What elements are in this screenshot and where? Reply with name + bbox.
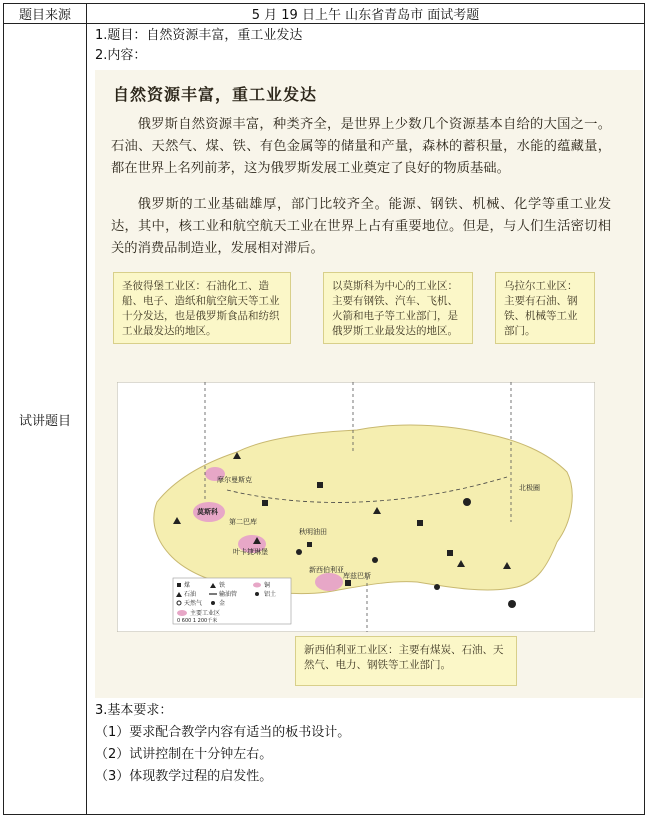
map-label-stpetersburg: 摩尔曼斯克: [217, 476, 252, 484]
legend-gas: 天然气: [184, 600, 203, 607]
header-row: [4, 4, 645, 24]
legend-coal: 煤: [184, 582, 191, 589]
legend-scale: 0 600 1 200千米: [177, 618, 218, 624]
requirement-1: （1）要求配合教学内容有适当的板书设计。: [95, 725, 351, 740]
source-value: 5 月 19 日上午 山东省青岛市 面试考题: [87, 4, 645, 24]
content-cell: [87, 24, 645, 815]
legend-gold: 金: [219, 600, 226, 607]
map-label-moscow: 莫斯科: [197, 508, 218, 516]
map-label-arctic: 北极圈: [519, 484, 540, 492]
callout-ural: 乌拉尔工业区：主要有石油、钢铁、机械等工业部门。: [495, 272, 595, 344]
callout-siberia: 新西伯利亚工业区：主要有煤炭、石油、天然气、电力、钢铁等工业部门。: [295, 636, 517, 686]
map-label-volga: 第二巴库: [229, 518, 257, 526]
row-label: 试讲题目: [4, 24, 87, 815]
requirement-3: （3）体现教学过程的启发性。: [95, 769, 273, 784]
legend-industrial: 主要工业区: [190, 610, 221, 617]
map-legend: [173, 578, 291, 624]
map-label-kuzbass: 库兹巴斯: [343, 572, 371, 580]
textbook-page-image: [95, 70, 643, 698]
requirement-2: （2）试讲控制在十分钟左右。: [95, 747, 273, 762]
source-label: 题目来源: [4, 4, 87, 24]
map-label-tyumen: 秋明油田: [299, 528, 327, 536]
requirements-heading: 3.基本要求：: [95, 703, 173, 718]
russia-industry-map: [117, 382, 595, 632]
exam-sheet-table: [3, 3, 645, 815]
map-label-novosibirsk: 新西伯利亚: [309, 566, 344, 574]
map-svg: [117, 382, 595, 632]
callout-moscow: 以莫斯科为中心的工业区：主要有钢铁、汽车、飞机、火箭和电子等工业部门，是俄罗斯工业最发达的地区。: [323, 272, 473, 344]
textbook-paragraph-1: 俄罗斯自然资源丰富，种类齐全，是世界上少数几个资源基本自给的大国之一。石油、天然气、煤、铁、有色金属等的储量和产量，森林的蓄积量，水能的蕴藏量，都在世界上名列前茅，这为俄罗斯发展工业奠定了良好的物质基础。: [111, 117, 611, 176]
legend-pipe: 输油管: [219, 591, 238, 598]
region-siberia: [315, 573, 343, 591]
textbook-paragraph-2: 俄罗斯的工业基础雄厚，部门比较齐全。能源、钢铁、机械、化学等重工业发达，其中，核工业和航空航天工业在世界上占有重要地位。但是，与人们生活密切相关的消费品制造业，发展相对滞后。: [111, 197, 611, 256]
content-line: 2.内容：: [95, 48, 147, 63]
legend-aluminum: 铝土: [264, 591, 277, 598]
callout-stpetersburg: 圣彼得堡工业区：石油化工、造船、电子、造纸和航空航天等工业十分发达，也是俄罗斯食品和纺织工业最发达的地区。: [113, 272, 291, 344]
legend-copper: 铜: [264, 582, 271, 589]
legend-oil: 石油: [184, 591, 197, 598]
legend-iron: 铁: [219, 582, 226, 589]
map-label-ural-city: 叶卡捷琳堡: [233, 548, 268, 556]
textbook-title: 自然资源丰富，重工业发达: [113, 85, 318, 104]
topic-line: 1.题目：自然资源丰富，重工业发达: [95, 28, 303, 43]
content-row: [4, 24, 645, 815]
